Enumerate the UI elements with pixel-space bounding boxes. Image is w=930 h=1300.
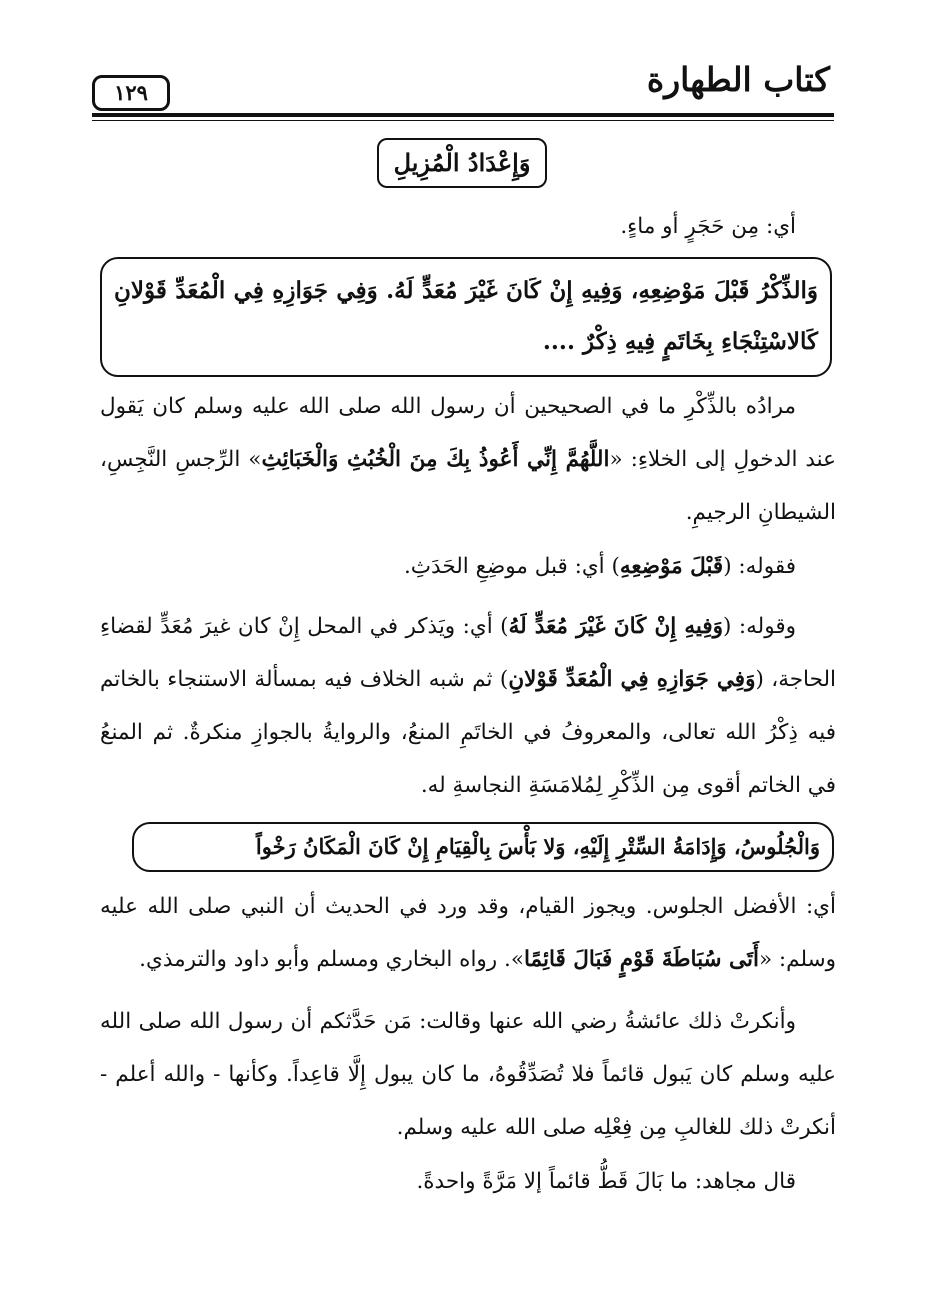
header-rule [92, 113, 834, 117]
paragraph-4-text: وقوله: ( [723, 614, 796, 639]
paragraph-4-text-end: ) ثم شبه الخلاف فيه بمسألة الاستنجاء بالخاتم فيه ذِكْرُ الله تعالى، والمعروفُ في الخاتَمِ المنعُ، والروايةُ بالجوازِ منكرةٌ. ثم المنعُ في الخاتم أقوى مِن الذِّكْرِ لِمُلامَسَةِ النجاسةِ له. [100, 667, 836, 798]
paragraph-5 [100, 880, 836, 990]
paragraph-2-text: مرادُه بالذِّكْرِ ما في الصحيحين أن رسول الله صلى الله عليه وسلم كان يَقول عند الدخولِ إلى الخلاءِ: « [100, 394, 837, 472]
paragraph-3 [100, 540, 836, 590]
hadith-quote-2: أَتَى سُبَاطَةَ قَوْمٍ فَبَالَ قَائِمًا [524, 947, 759, 972]
paragraph-7: قال مجاهد: ما بَالَ قَطُّ قائماً إلا مَرَّةً واحدةً. [416, 1169, 796, 1194]
matn-quote-3: قَبْلَ مَوْضِعِهِ [619, 554, 724, 579]
paragraph-1: أي: مِن حَجَرٍ أو ماءٍ. [620, 214, 796, 239]
paragraph-5-text: أي: الأفضل الجلوس. ويجوز القيام، وقد ورد في الحديث أن النبي صلى الله عليه وسلم: « [100, 894, 836, 972]
page-number-badge: ١٢٩ [92, 75, 170, 111]
header-rule-thin [92, 120, 834, 121]
section-heading-box: وَإِعْدَادُ الْمُزِيلِ [377, 138, 547, 188]
paragraph-2-text-end: » الرِّجسِ النَّجِسِ، الشيطانِ الرجيمِ. [100, 447, 836, 525]
paragraph-4 [100, 600, 836, 815]
matn-box-1: وَالذِّكْرُ قَبْلَ مَوْضِعِهِ، وَفِيهِ إِنْ كَانَ غَيْرَ مُعَدٍّ لَهُ. وَفِي جَوَازِهِ فِي الْمُعَدِّ قَوْلانِ كَالاسْتِنْجَاءِ بِخَاتَمٍ فِيهِ ذِكْرٌ .... [100, 257, 832, 377]
paragraph-3-text: فقوله: ( [723, 554, 796, 579]
paragraph-6: وأنكرتْ ذلك عائشةُ رضي الله عنها وقالت: مَن حَدَّثكم أن رسول الله صلى الله عليه وسلم كان يَبول قائماً فلا تُصَدِّقُوهُ، ما كان يبول إِلَّا قاعِداً. وكأنها - والله أعلم - أنكرتْ ذلك للغالبِ مِن فِعْلِه صلى الله عليه وسلم. [100, 1009, 836, 1140]
paragraph-2 [100, 380, 836, 540]
matn-quote-4b: وَفِي جَوَازِهِ فِي الْمُعَدِّ قَوْلانِ [508, 667, 756, 692]
paragraph-4-text-mid: ) أي: ويَذكر في المحل إِنْ كان غيرَ مُعَدٍّ لقضاءِ الحاجة، ( [100, 614, 836, 692]
matn-quote-4a: وَفِيهِ إِنْ كَانَ غَيْرَ مُعَدٍّ لَهُ [508, 614, 724, 639]
hadith-quote-1: اللَّهُمَّ إِنِّي أَعُوذُ بِكَ مِنَ الْخُبُثِ وَالْخَبَائِثِ [261, 447, 610, 472]
running-header-title: كتاب الطهارة [646, 60, 830, 99]
paragraph-5-text-end: ». رواه البخاري ومسلم وأبو داود والترمذي. [139, 947, 524, 972]
paragraph-3-text-end: ) أي: قبل موضِعِ الحَدَثِ. [403, 554, 620, 579]
matn-box-2: وَالْجُلُوسُ، وَإِدَامَةُ السِّتْرِ إِلَيْهِ، وَلا بَأْسَ بِالْقِيَامِ إِنْ كَانَ الْمَكَانُ رَخْواً [132, 822, 834, 872]
